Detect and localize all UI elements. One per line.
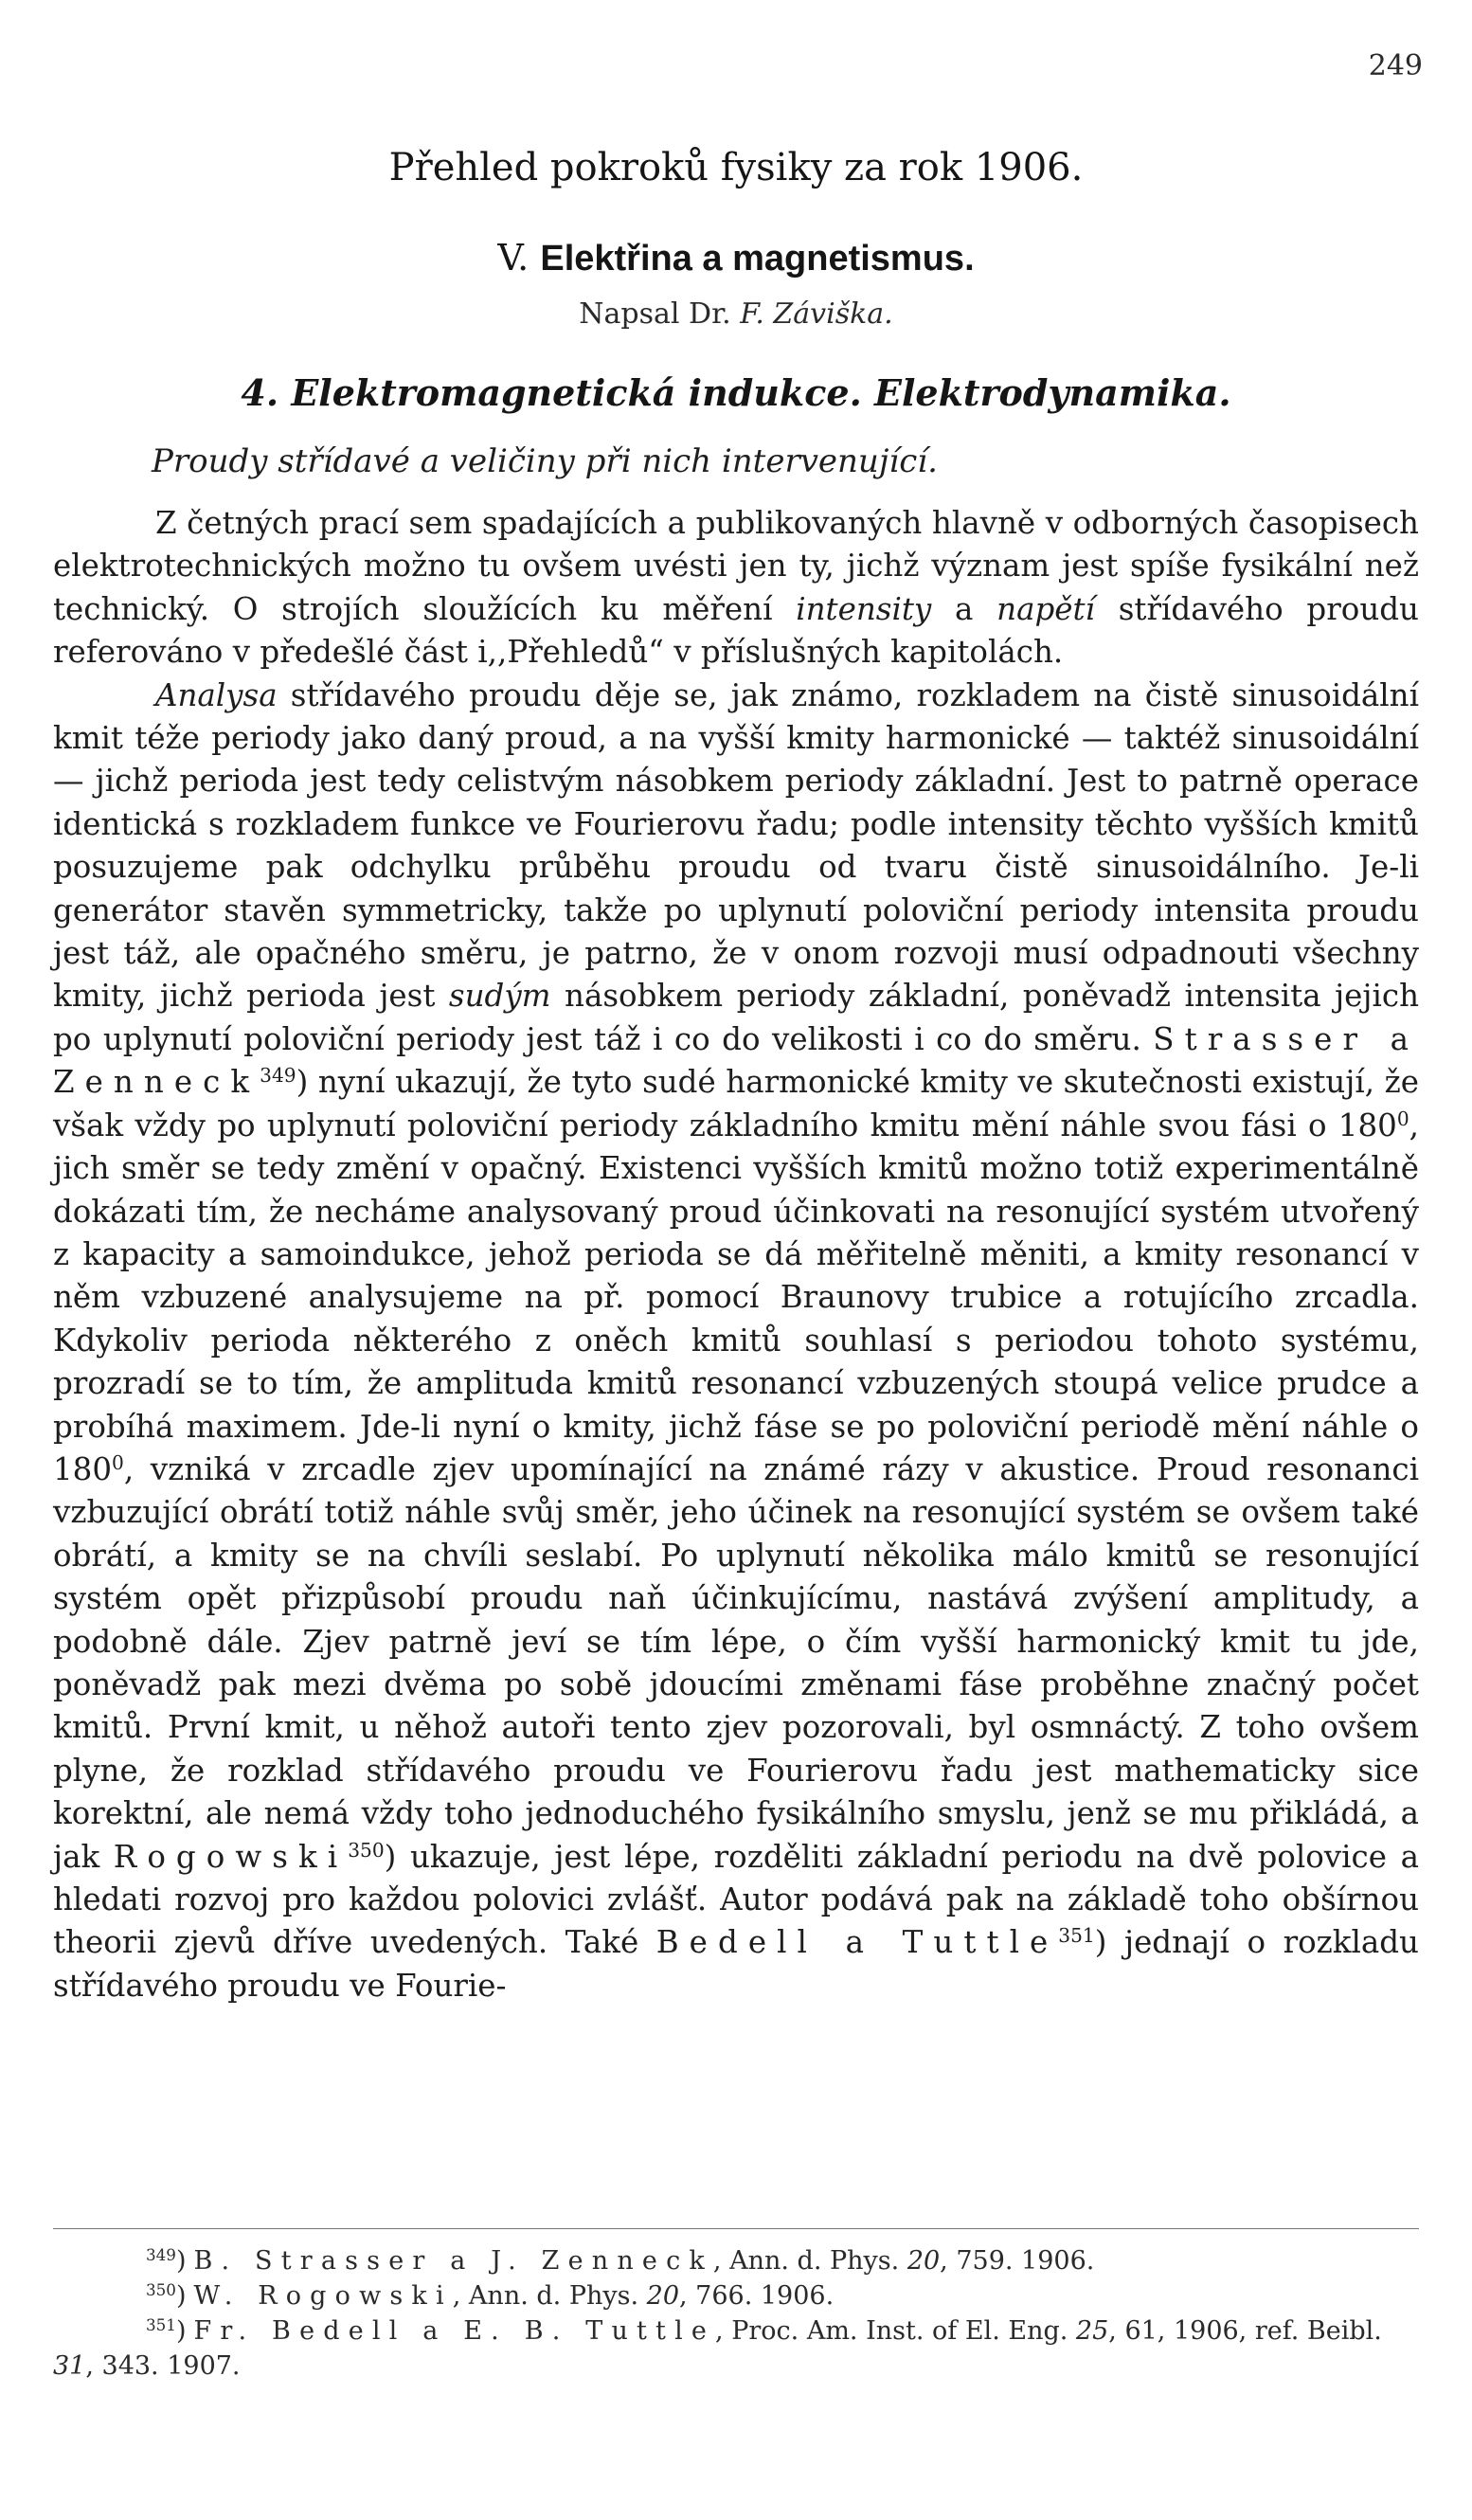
paragraph-1 xyxy=(53,502,1419,675)
author-ref-strasser-zenneck: Strasser a Zenneck xyxy=(53,1020,1419,1101)
footnote-paren: ) xyxy=(175,2316,187,2346)
footnote-authors: Fr. Bedell a E. B. Tuttle xyxy=(193,2316,716,2346)
degree-mark: 0 xyxy=(112,1450,124,1474)
author-prefix: Napsal Dr. xyxy=(579,297,741,331)
footnote-volume: 25 xyxy=(1075,2316,1109,2346)
footnote-paren: ) xyxy=(175,2281,187,2311)
page-title: Přehled pokroků fysiky za rok 1906. xyxy=(388,146,1084,189)
p1-text-2: a xyxy=(931,590,997,627)
p1-italic-intensity: intensity xyxy=(796,590,932,627)
footnotes xyxy=(53,2243,1419,2384)
footnote-number: 350 xyxy=(146,2279,176,2299)
p2-text-5: , vzniká v zrcadle zjev upomínající na známé rázy v akustice. Proud resonanci vzbuzující obrátí totiž náhle svůj směr, jeho účinek na resonující systém se ovšem také obrátí, a kmity se na chvíli seslabí. Po uplynutí několika málo kmitů se resonující systém opět přizpůsobí proudu naň účinkujícímu, nastává zvýšení amplitudy, a podobně dále. Zjev patrně jeví se tím lépe, o čím vyšší harmonický kmit tu jde, poněvadž pak mezi dvěma po sobě jdoucími změnami fáse proběhne značný počet kmitů. První kmit, u něhož autoři tento zjev pozorovali, byl osmnáctý. Z toho ovšem plyne, že rozklad střídavého proudu ve Fourierovu řadu jest mathematicky sice korektní, ale nemá vždy toho jednoduchého fysikálního smyslu, jenž se mu přikládá, a jak xyxy=(53,1450,1419,1875)
footnote-number: 351 xyxy=(146,2314,176,2334)
paragraph-2 xyxy=(53,675,1419,2008)
footnote-journal: , Proc. Am. Inst. of El. Eng. xyxy=(715,2316,1076,2346)
p2-text-7: ) jednají o rozkladu střídavého proudu ve Fourie- xyxy=(53,1924,1419,2004)
chapter-heading: 4. Elektromagnetická indukce. Elektrodynamika. xyxy=(241,371,1231,414)
subsection-heading: Proudy střídavé a veličiny při nich intervenující. xyxy=(152,442,938,480)
footnote-pages: , 61, 1906, ref. Beibl. xyxy=(1108,2316,1382,2346)
section-number: V. xyxy=(497,237,530,279)
footnote-journal: , Ann. d. Phys. xyxy=(712,2246,907,2276)
footnote-ref-349: 349 xyxy=(260,1064,296,1088)
degree-mark: 0 xyxy=(1396,1107,1409,1130)
footnote-349 xyxy=(53,2243,1419,2278)
footnote-ref-351: 351 xyxy=(1058,1924,1095,1948)
author-line xyxy=(0,297,1472,331)
footnote-350 xyxy=(53,2278,1419,2313)
footnote-rule xyxy=(53,2228,1419,2229)
p1-italic-napeti: napětí xyxy=(996,590,1095,627)
footnote-pages: , 759. 1906. xyxy=(940,2246,1095,2276)
p2-text-1: střídavého proudu děje se, jak známo, rozkladem na čistě sinusoidální kmit téže periody jako daný proud, a na vyšší kmity harmonické — taktéž sinusoidální — jichž perioda jest tedy celistvým násobkem periody základní. Jest to patrně operace identická s rozkladem funkce ve Fourierovu řadu; podle intensity těchto vyšších kmitů posuzujeme pak odchylku průběhu proudu od tvaru čistě sinusoidálního. Je-li generátor stavěn symmetricky, takže po uplynutí poloviční periody intensita proudu jest táž, ale opačného směru, je patrno, že v onom rozvoji musí odpadnouti všechny kmity, jichž perioda jest xyxy=(53,676,1419,1015)
footnote-pages: , 766. 1906. xyxy=(679,2281,835,2311)
p2-text-2: násobkem periody základní, poněvadž intensita jejich po uplynutí poloviční periody jest táž i co do velikosti i co do směru. xyxy=(53,978,1420,1057)
footnote-number: 349 xyxy=(146,2244,176,2264)
footnote-351 xyxy=(53,2313,1419,2384)
section-title: Elektřina a magnetismus. xyxy=(540,239,975,279)
footnote-paren: ) xyxy=(175,2246,187,2276)
p1-text-1: Z četných prací sem spadajících a publikovaných hlavně v odborných časopisech elektrotechnických možno tu ovšem uvésti jen ty, jichž význam jest spíše fysikální než technický. O strojích sloužících ku měření xyxy=(53,505,1419,627)
footnote-ref-350: 350 xyxy=(348,1838,385,1862)
section-heading xyxy=(0,237,1472,279)
p2-text-6: ) ukazuje, jest lépe, rozděliti základní periodu na dvě polovice a hledati rozvoj pro každou polovici zvlášť. Autor podává pak na základě toho obšírnou theorii zjevů dříve uvedených. Také xyxy=(53,1838,1419,1961)
footnote-pages: , 343. 1907. xyxy=(85,2351,241,2381)
footnote-volume: 20 xyxy=(907,2246,941,2276)
p1-text-3: střídavého proudu referováno v předešlé část i,,Přehledů“ v příslušných kapitolách. xyxy=(53,590,1419,671)
footnote-journal: , Ann. d. Phys. xyxy=(452,2281,647,2311)
p2-text-4: , jich směr se tedy změní v opačný. Existenci vyšších kmitů možno totiž experimentálně dokázati tím, že necháme analysovaný proud účinkovati na resonující systém utvořený z kapacity a samoindukce, jehož perioda se dá měřitelně měniti, a kmity resonancí v něm vzbuzené analysujeme na př. pomocí Braunovy trubice a rotujícího zrcadla. Kdykoliv perioda některého z oněch kmitů souhlasí s periodou tohoto systému, prozradí se to tím, že amplituda kmitů resonancí vzbuzených stoupá velice prudce a probíhá maximem. Jde-li nyní o kmity, jichž fáse se po poloviční periodě mění náhle o 180 xyxy=(53,1107,1419,1487)
p2-text-3: ) nyní ukazují, že tyto sudé harmonické kmity ve skutečnosti existují, že však vždy po uplynutí poloviční periody základního kmitu mění náhle svou fási o 180 xyxy=(53,1064,1419,1143)
footnote-authors: B. Strasser a J. Zenneck xyxy=(193,2246,713,2276)
author-ref-bedell-tuttle: Bedell a Tuttle xyxy=(655,1924,1059,1961)
footnote-volume: 20 xyxy=(646,2281,680,2311)
footnote-volume: 31 xyxy=(53,2351,86,2381)
author-ref-rogowski: Rogowski xyxy=(113,1838,349,1875)
author-name: F. Záviška. xyxy=(740,297,893,331)
p2-italic-analysa: Analysa xyxy=(155,676,278,713)
page-number: 249 xyxy=(1368,49,1423,82)
p2-italic-sudym: sudým xyxy=(448,978,551,1015)
body-text xyxy=(53,502,1419,2007)
footnote-authors: W. Rogowski xyxy=(193,2281,453,2311)
